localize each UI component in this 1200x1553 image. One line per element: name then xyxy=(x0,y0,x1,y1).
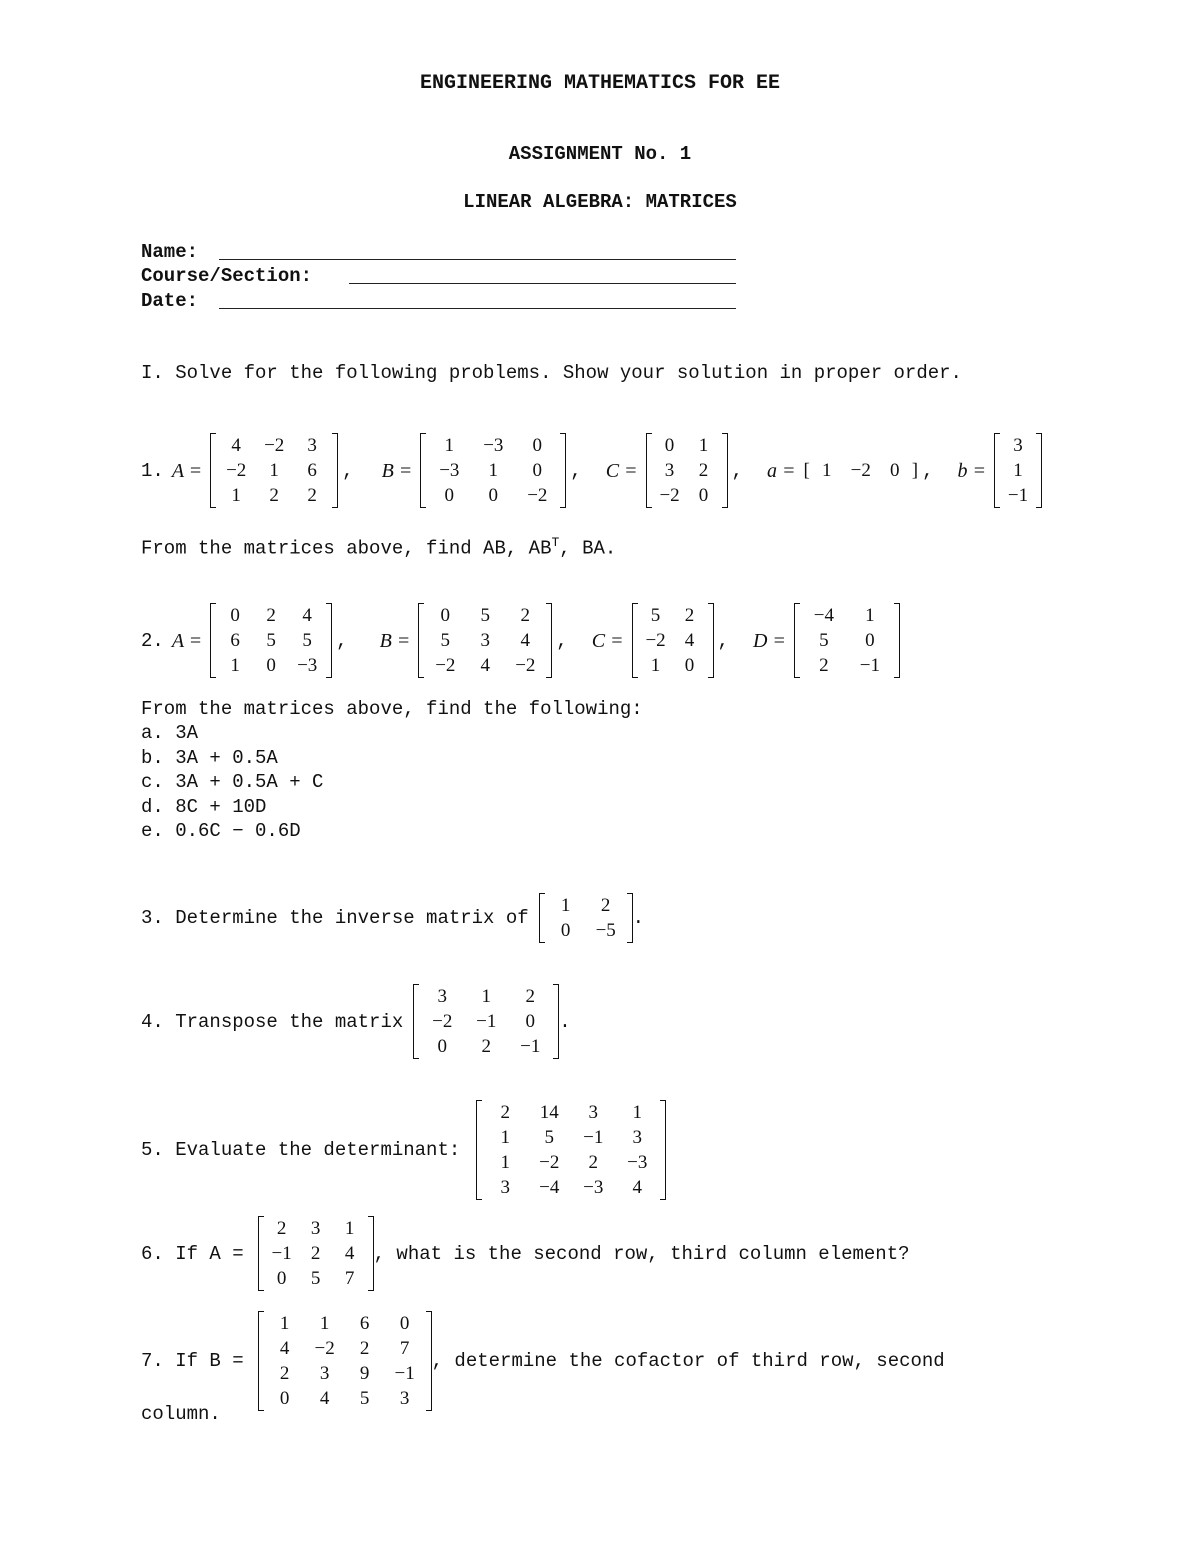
problem-6 xyxy=(141,1216,910,1291)
matrix-cell: −3 xyxy=(297,655,318,676)
matrix-cell: 1 xyxy=(488,460,499,481)
matrix-c xyxy=(632,603,714,678)
problem-7 xyxy=(141,1311,945,1411)
matrix-cell: 4 xyxy=(684,630,695,651)
matrix-cell: 1 xyxy=(1013,460,1023,481)
matrix-row xyxy=(427,433,559,458)
matrix-cell: 0 xyxy=(525,1011,535,1032)
matrix-cell: 1 xyxy=(500,1127,511,1148)
matrix-cell: 0 xyxy=(399,1313,410,1334)
problem-6-post: , what is the second row, third column element? xyxy=(373,1242,910,1265)
matrix-row xyxy=(425,603,545,628)
matrix-cell: 1 xyxy=(319,1313,330,1334)
matrix-row xyxy=(265,1336,425,1361)
matrix-row xyxy=(1001,483,1035,508)
matrix-cell: −2 xyxy=(515,655,536,676)
matrix-cell: 5 xyxy=(266,630,276,651)
matrix-cell: 0 xyxy=(266,655,276,676)
matrix-cell: −1 xyxy=(271,1243,292,1264)
matrix-cell: 1 xyxy=(231,485,241,506)
matrix-cell: −4 xyxy=(813,605,835,626)
matrix-row xyxy=(265,1361,425,1386)
matrix-cell: 2 xyxy=(525,986,535,1007)
matrix-cell: −2 xyxy=(659,485,680,506)
matrix-cell: 6 xyxy=(230,630,240,651)
matrix-row xyxy=(639,603,707,628)
matrix-cell: 2 xyxy=(266,605,276,626)
matrix-cell: 3 xyxy=(310,1218,321,1239)
problem-5-determinant xyxy=(476,1100,666,1200)
matrix-c-label: C = xyxy=(591,629,624,652)
matrix-cell: −3 xyxy=(439,460,460,481)
problem-4: 4. Transpose the matrix 3 1 2 −2 −1 0 0 2 −1 . xyxy=(141,986,571,1057)
matrix-d-label: D = xyxy=(752,629,786,652)
problem-4-matrix xyxy=(413,984,559,1059)
matrix-cell: 5 xyxy=(819,630,829,651)
matrix-cell: 5 xyxy=(359,1388,370,1409)
matrix-cell: −2 xyxy=(432,1011,453,1032)
matrix-cell: 7 xyxy=(344,1268,355,1289)
matrix-cell: −2 xyxy=(264,435,285,456)
matrix-row xyxy=(420,1009,552,1034)
matrix-cell: 1 xyxy=(698,435,709,456)
problem-2-number: 2. xyxy=(141,629,164,652)
matrix-row xyxy=(217,433,331,458)
problem-3-matrix xyxy=(539,893,633,943)
matrix-row xyxy=(801,628,893,653)
vector-a: [ 1 −2 0 ] xyxy=(803,459,919,481)
matrix-cell: 4 xyxy=(520,630,531,651)
matrix-cell: 6 xyxy=(307,460,317,481)
matrix-cell: −5 xyxy=(595,920,616,941)
problem-2-item-e: e. 0.6C − 0.6D xyxy=(141,820,301,842)
matrix-cell: 5 xyxy=(480,605,491,626)
matrix-cell: −1 xyxy=(583,1127,604,1148)
matrix-cell: 5 xyxy=(310,1268,321,1289)
matrix-cell: 3 xyxy=(399,1388,410,1409)
matrix-row xyxy=(801,653,893,678)
matrix-cell: 7 xyxy=(399,1338,410,1359)
matrix-row xyxy=(653,458,721,483)
matrix-cell: 1 xyxy=(865,605,875,626)
matrix-row xyxy=(420,1034,552,1059)
matrix-cell: 3 xyxy=(480,630,491,651)
matrix-row xyxy=(217,483,331,508)
matrix-cell: −3 xyxy=(583,1177,604,1198)
matrix-cell: 1 xyxy=(344,1218,355,1239)
matrix-row xyxy=(483,1125,659,1150)
problem-5 xyxy=(141,1100,666,1200)
matrix-cell: 4 xyxy=(632,1177,643,1198)
vector-b xyxy=(994,433,1042,508)
matrix-cell: 3 xyxy=(632,1127,643,1148)
matrix-cell: 5 xyxy=(440,630,451,651)
problem-4-text: 4. Transpose the matrix xyxy=(141,1010,404,1033)
matrix-cell: 0 xyxy=(532,460,543,481)
matrix-cell: 0 xyxy=(276,1268,287,1289)
matrix-b xyxy=(420,433,566,508)
matrix-row xyxy=(483,1150,659,1175)
matrix-row xyxy=(265,1311,425,1336)
instructions: I. Solve for the following problems. Show your solution in proper order. xyxy=(141,362,962,384)
matrix-cell: 3 xyxy=(319,1363,330,1384)
course-section-label: Course/Section: xyxy=(141,265,313,287)
document-title: ENGINEERING MATHEMATICS FOR EE xyxy=(419,72,781,95)
matrix-cell: 0 xyxy=(279,1388,290,1409)
matrix-cell: 4 xyxy=(480,655,491,676)
matrix-row xyxy=(427,458,559,483)
matrix-cell: 9 xyxy=(359,1363,370,1384)
matrix-row xyxy=(420,984,552,1009)
matrix-row xyxy=(217,603,325,628)
problem-2-item-d: d. 8C + 10D xyxy=(141,796,267,818)
matrix-row xyxy=(265,1216,367,1241)
matrix-row xyxy=(265,1241,367,1266)
matrix-cell: 3 xyxy=(307,435,317,456)
matrix-row xyxy=(483,1100,659,1125)
matrix-cell: 1 xyxy=(230,655,240,676)
matrix-cell: −1 xyxy=(859,655,881,676)
matrix-cell: 5 xyxy=(650,605,661,626)
matrix-row xyxy=(653,483,721,508)
matrix-cell: 2 xyxy=(600,895,611,916)
problem-7-pre: 7. If B = xyxy=(141,1350,244,1372)
matrix-cell: −3 xyxy=(627,1152,648,1173)
matrix-cell: 3 xyxy=(1013,435,1023,456)
matrix-cell: −2 xyxy=(645,630,666,651)
matrix-b xyxy=(418,603,552,678)
matrix-cell: 0 xyxy=(488,485,499,506)
date-label: Date: xyxy=(141,290,199,312)
assignment-number: ASSIGNMENT No. 1 xyxy=(508,143,692,165)
matrix-cell: 0 xyxy=(865,630,875,651)
matrix-cell: 2 xyxy=(269,485,279,506)
matrix-row xyxy=(265,1266,367,1291)
matrix-cell: 2 xyxy=(307,485,317,506)
problem-3-text: 3. Determine the inverse matrix of xyxy=(141,907,529,929)
problem-2-item-a: a. 3A xyxy=(141,722,199,744)
matrix-row xyxy=(546,918,626,943)
problem-2-item-b: b. 3A + 0.5A xyxy=(141,747,278,769)
matrix-cell: 5 xyxy=(544,1127,555,1148)
matrix-cell: 0 xyxy=(532,435,543,456)
matrix-cell: 2 xyxy=(359,1338,370,1359)
matrix-a xyxy=(210,433,338,508)
matrix-c-label: C = xyxy=(605,459,638,482)
matrix-cell: 3 xyxy=(588,1102,599,1123)
matrix-cell: 4 xyxy=(279,1338,290,1359)
matrix-cell: −2 xyxy=(314,1338,335,1359)
matrix-row xyxy=(265,1386,425,1411)
matrix-row xyxy=(1001,458,1035,483)
matrix-cell: 0 xyxy=(684,655,695,676)
matrix-cell: 0 xyxy=(664,435,675,456)
matrix-row xyxy=(217,653,325,678)
matrix-row xyxy=(653,433,721,458)
matrix-d xyxy=(794,603,900,678)
matrix-b-label: B = xyxy=(381,459,413,482)
matrix-row xyxy=(1001,433,1035,458)
matrix-cell: 3 xyxy=(500,1177,511,1198)
matrix-row xyxy=(425,653,545,678)
matrix-cell: −1 xyxy=(1007,485,1029,506)
matrix-row xyxy=(217,628,325,653)
problem-1-question: From the matrices above, find AB, $AB^T$, BA. xyxy=(141,535,617,560)
matrix-cell: 2 xyxy=(481,1036,491,1057)
matrix-a xyxy=(210,603,332,678)
problem-2-matrices: 2. A = 0 2 4 6 5 5 1 0 −3 , B = 0 5 2 5 3 4 −2 4 −2 , C = 5 2 −2 4 1 0 , D = −4 1 5 0 2 −1 xyxy=(141,603,900,678)
matrix-cell: 4 xyxy=(302,605,312,626)
matrix-cell: −2 xyxy=(226,460,247,481)
date-field[interactable] xyxy=(219,308,736,309)
matrix-cell: 3 xyxy=(437,986,447,1007)
matrix-c xyxy=(646,433,728,508)
matrix-cell: 0 xyxy=(444,485,455,506)
matrix-cell: 2 xyxy=(310,1243,321,1264)
matrix-cell: −2 xyxy=(539,1152,560,1173)
matrix-cell: 0 xyxy=(560,920,571,941)
matrix-cell: 2 xyxy=(520,605,531,626)
problem-3: 3. Determine the inverse matrix of 1 2 0 −5 . xyxy=(141,895,645,941)
matrix-b-label: B = xyxy=(379,629,411,652)
matrix-cell: 1 xyxy=(650,655,661,676)
matrix-row xyxy=(546,893,626,918)
vector-a-label: a = xyxy=(766,459,796,482)
matrix-cell: 0 xyxy=(230,605,240,626)
matrix-cell: −1 xyxy=(394,1363,415,1384)
matrix-cell: 2 xyxy=(500,1102,511,1123)
problem-1-matrices: 1. A = 4 −2 3 −2 1 6 1 2 2 , B = 1 −3 0 −3 1 0 0 0 −2 , C = 0 1 3 2 −2 0 , a = [ 1 −2 0 ] , b = 3 1 −1 xyxy=(141,433,1042,508)
problem-6-pre: 6. If A = xyxy=(141,1242,244,1265)
matrix-row xyxy=(639,628,707,653)
matrix-cell: 2 xyxy=(698,460,709,481)
matrix-cell: −1 xyxy=(476,1011,497,1032)
matrix-cell: −2 xyxy=(527,485,548,506)
problem-2-item-c: c. 3A + 0.5A + C xyxy=(141,771,324,793)
matrix-row xyxy=(427,483,559,508)
name-field[interactable] xyxy=(219,259,736,260)
assignment-topic: LINEAR ALGEBRA: MATRICES xyxy=(463,191,737,213)
matrix-cell: 4 xyxy=(231,435,241,456)
problem-6-matrix xyxy=(258,1216,374,1291)
matrix-cell: −4 xyxy=(539,1177,560,1198)
matrix-cell: 2 xyxy=(276,1218,287,1239)
matrix-cell: −3 xyxy=(483,435,504,456)
matrix-cell: 1 xyxy=(500,1152,511,1173)
name-label: Name: xyxy=(141,241,199,263)
problem-7-continuation: column. xyxy=(141,1403,221,1425)
problem-5-text: 5. Evaluate the determinant: xyxy=(141,1139,461,1161)
matrix-cell: 2 xyxy=(279,1363,290,1384)
matrix-row xyxy=(217,458,331,483)
matrix-cell: 1 xyxy=(279,1313,290,1334)
matrix-cell: 5 xyxy=(302,630,312,651)
matrix-cell: 1 xyxy=(632,1102,643,1123)
problem-1-number: 1. xyxy=(141,459,164,482)
matrix-cell: 1 xyxy=(481,986,491,1007)
problem-7-matrix xyxy=(258,1311,432,1411)
matrix-row xyxy=(483,1175,659,1200)
vector-b-label: b = xyxy=(957,459,987,482)
matrix-cell: −1 xyxy=(520,1036,541,1057)
problem-7-post: , determine the cofactor of third row, second xyxy=(431,1350,945,1372)
matrix-cell: 4 xyxy=(344,1243,355,1264)
matrix-cell: 14 xyxy=(539,1102,559,1123)
matrix-cell: 0 xyxy=(440,605,451,626)
problem-2-question: From the matrices above, find the following: xyxy=(141,698,643,720)
matrix-cell: 2 xyxy=(588,1152,599,1173)
matrix-cell: 1 xyxy=(444,435,455,456)
matrix-cell: 2 xyxy=(819,655,829,676)
matrix-cell: 1 xyxy=(269,460,279,481)
matrix-cell: 0 xyxy=(437,1036,447,1057)
matrix-cell: 0 xyxy=(698,485,709,506)
matrix-cell: 4 xyxy=(319,1388,330,1409)
matrix-row xyxy=(425,628,545,653)
matrix-row xyxy=(801,603,893,628)
matrix-a-label: A = xyxy=(171,629,203,652)
matrix-a-label: A = xyxy=(171,459,203,482)
matrix-cell: 1 xyxy=(560,895,571,916)
matrix-cell: 6 xyxy=(359,1313,370,1334)
matrix-row xyxy=(639,653,707,678)
matrix-cell: −2 xyxy=(435,655,456,676)
matrix-cell: 3 xyxy=(664,460,675,481)
matrix-cell: 2 xyxy=(684,605,695,626)
course-section-field[interactable] xyxy=(349,283,736,284)
